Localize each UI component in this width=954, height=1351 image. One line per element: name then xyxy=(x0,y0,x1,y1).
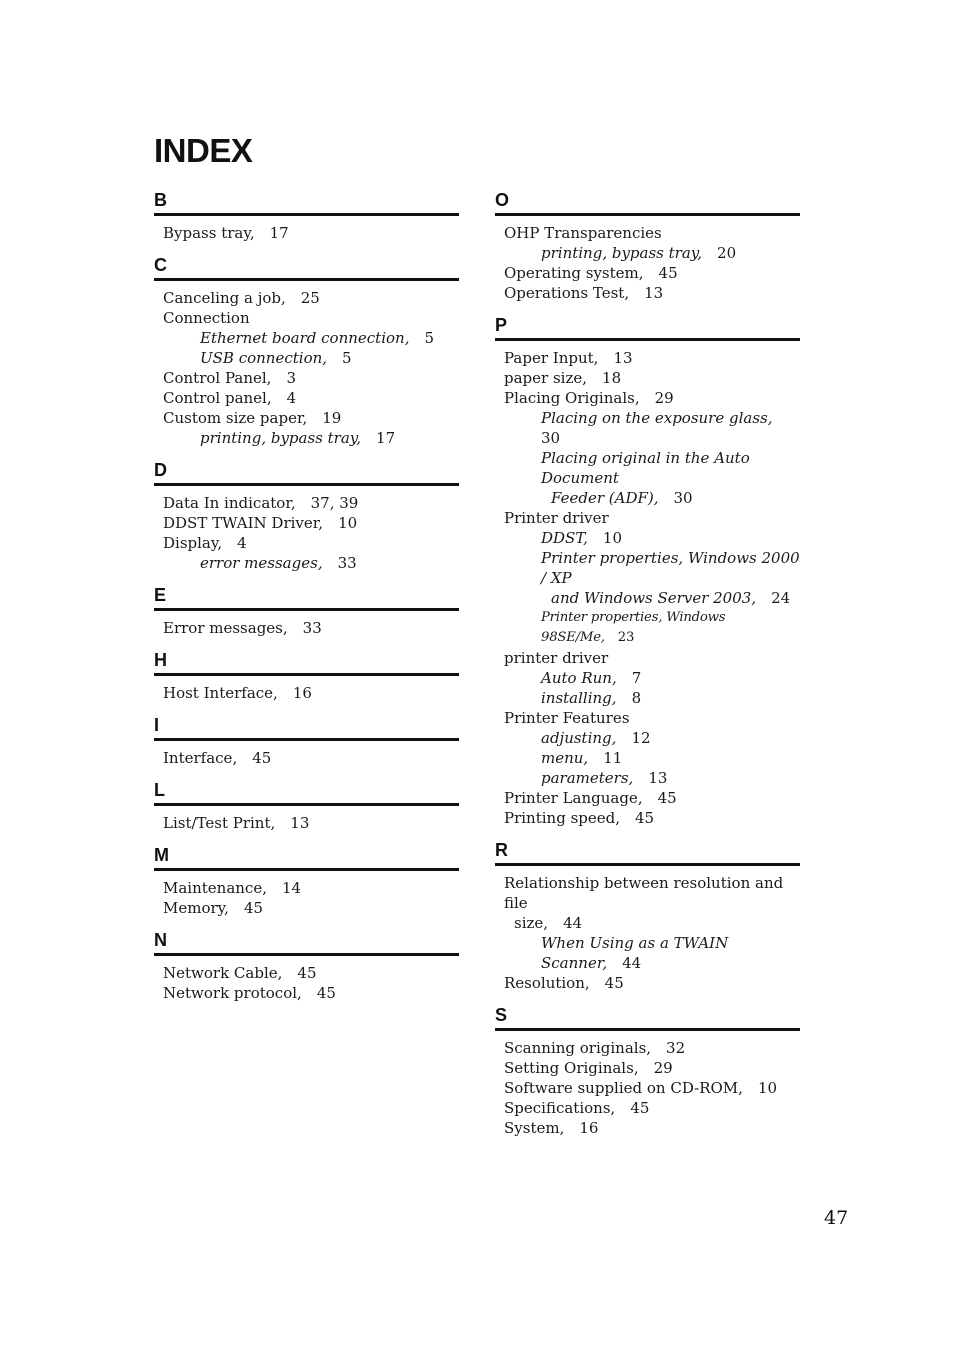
index-section-d xyxy=(154,460,459,573)
index-entry: Error messages, 33 xyxy=(163,619,322,637)
entry-page-ref: 18 xyxy=(602,369,622,387)
page-number: 47 xyxy=(824,1207,849,1229)
section-letter: L xyxy=(154,780,459,806)
entry-page-ref: 10 xyxy=(338,514,358,532)
index-section-o xyxy=(495,190,800,303)
entry-term: Operations Test xyxy=(504,284,625,302)
index-entry xyxy=(504,708,800,728)
entry-term: and Windows Server 2003 xyxy=(551,589,752,607)
index-entry: paper size, 18 xyxy=(504,369,622,387)
entry-term: Host Interface xyxy=(163,684,274,702)
entry-term: printing, bypass tray xyxy=(200,429,357,447)
section-letter: R xyxy=(495,840,800,866)
index-subentry: Feeder (ADF), 30 xyxy=(551,489,693,507)
index-entry-list xyxy=(495,1031,800,1138)
entry-page-ref: 44 xyxy=(563,914,583,932)
entry-term: paper size xyxy=(504,369,583,387)
entry-term: Control panel xyxy=(163,389,267,407)
index-entry-list xyxy=(154,216,459,243)
entry-term: Printing speed xyxy=(504,809,616,827)
index-entry: Printing speed, 45 xyxy=(504,809,655,827)
entry-term: Printer properties, Windows 98SE/Me xyxy=(541,610,726,645)
entry-term: Software supplied on CD-ROM xyxy=(504,1079,739,1097)
entry-term: DDST TWAIN Driver xyxy=(163,514,319,532)
index-subentry: and Windows Server 2003, 24 xyxy=(551,589,791,607)
index-subentry: installing, 8 xyxy=(541,689,642,707)
entry-term: printing, bypass tray xyxy=(541,244,698,262)
entry-term: Interface xyxy=(163,749,233,767)
index-entry: Placing Originals, 29 xyxy=(504,389,674,407)
entry-page-ref: 37, 39 xyxy=(310,494,359,512)
entry-term: Auto Run xyxy=(541,669,612,687)
index-subentry: printing, bypass tray, 20 xyxy=(541,244,737,262)
entry-page-ref: 45 xyxy=(657,789,677,807)
entry-term: Display xyxy=(163,534,218,552)
entry-term: System xyxy=(504,1119,560,1137)
entry-term: List/Test Print xyxy=(163,814,271,832)
entry-page-ref: 33 xyxy=(302,619,322,637)
section-letter: P xyxy=(495,315,800,341)
section-letter: S xyxy=(495,1005,800,1031)
index-entry xyxy=(504,648,800,668)
entry-page-ref: 45 xyxy=(630,1099,650,1117)
section-letter: O xyxy=(495,190,800,216)
entry-page-ref: 16 xyxy=(579,1119,599,1137)
entry-page-ref: 45 xyxy=(243,899,264,917)
entry-term: Scanning originals xyxy=(504,1039,647,1057)
entry-term: Printer Language xyxy=(504,789,638,807)
entry-page-ref: 10 xyxy=(757,1079,778,1097)
entry-page-ref: 16 xyxy=(292,684,312,702)
entry-page-ref: 23 xyxy=(617,630,635,645)
entry-page-ref: 45 xyxy=(658,264,678,282)
section-letter: E xyxy=(154,585,459,611)
entry-term: Printer properties, Windows 2000 / XP xyxy=(541,549,800,587)
index-entry-list xyxy=(495,216,800,303)
entry-term: error messages xyxy=(200,554,318,572)
index-entry: Setting Originals, 29 xyxy=(504,1059,673,1077)
entry-term: Printer driver xyxy=(504,509,609,527)
entry-page-ref: 30 xyxy=(673,489,693,507)
index-entry: Network Cable, 45 xyxy=(163,964,317,982)
index-entry xyxy=(504,223,800,243)
entry-term: Setting Originals xyxy=(504,1059,634,1077)
index-entry-list xyxy=(154,486,459,573)
entry-page-ref: 13 xyxy=(613,349,633,367)
entry-page-ref: 29 xyxy=(653,1059,673,1077)
index-entry-list xyxy=(154,741,459,768)
entry-term: Maintenance xyxy=(163,879,263,897)
index-entry: Resolution, 45 xyxy=(504,974,624,992)
entry-term: Placing on the exposure glass xyxy=(541,409,768,427)
index-entry: System, 16 xyxy=(504,1119,599,1137)
entry-term: OHP Transparencies xyxy=(504,224,662,242)
entry-page-ref: 24 xyxy=(771,589,791,607)
entry-term: Ethernet board connection xyxy=(200,329,405,347)
entry-term: Data In indicator xyxy=(163,494,291,512)
index-subentry xyxy=(504,448,800,488)
index-entry: Control Panel, 3 xyxy=(163,369,296,387)
entry-term: Connection xyxy=(163,309,250,327)
index-subentry: menu, 11 xyxy=(541,749,623,767)
index-subentry: Ethernet board connection, 5 xyxy=(200,329,435,347)
entry-term: Error messages xyxy=(163,619,283,637)
index-section-n xyxy=(154,930,459,1003)
index-entry-list xyxy=(495,341,800,828)
entry-page-ref: 5 xyxy=(424,329,435,347)
index-subentry: USB connection, 5 xyxy=(200,349,352,367)
index-entry-list xyxy=(154,611,459,638)
index-entry: Scanning originals, 32 xyxy=(504,1039,686,1057)
entry-page-ref: 19 xyxy=(322,409,342,427)
index-subentry: DDST, 10 xyxy=(541,529,623,547)
index-entry: size, 44 xyxy=(514,914,583,932)
entry-term: parameters xyxy=(541,769,629,787)
entry-page-ref: 25 xyxy=(300,289,320,307)
entry-term: Paper Input xyxy=(504,349,594,367)
index-entry: Host Interface, 16 xyxy=(163,684,312,702)
index-entry: Maintenance, 14 xyxy=(163,879,302,897)
index-entry: Canceling a job, 25 xyxy=(163,289,320,307)
index-entry: Custom size paper, 19 xyxy=(163,409,342,427)
entry-page-ref: 29 xyxy=(654,389,674,407)
entry-page-ref: 45 xyxy=(297,964,317,982)
index-entry: DDST TWAIN Driver, 10 xyxy=(163,514,358,532)
entry-term: When Using as a TWAIN Scanner xyxy=(541,934,729,972)
entry-term: Network Cable xyxy=(163,964,278,982)
index-section-e xyxy=(154,585,459,638)
index-section-p xyxy=(495,315,800,828)
entry-page-ref: 10 xyxy=(602,529,623,547)
entry-term: Memory xyxy=(163,899,225,917)
section-letter: H xyxy=(154,650,459,676)
index-entry: Network protocol, 45 xyxy=(163,984,336,1002)
index-subentry: When Using as a TWAIN Scanner, 44 xyxy=(541,934,729,972)
index-entry: Software supplied on CD-ROM, 10 xyxy=(504,1079,778,1097)
entry-term: menu xyxy=(541,749,584,767)
entry-page-ref: 17 xyxy=(269,224,289,242)
entry-page-ref: 4 xyxy=(237,534,247,552)
index-section-c xyxy=(154,255,459,448)
index-entry-list xyxy=(154,956,459,1003)
entry-term: printer driver xyxy=(504,649,609,667)
index-section-h xyxy=(154,650,459,703)
entry-term: Network protocol xyxy=(163,984,298,1002)
index-column-right xyxy=(495,190,800,1150)
index-subentry: adjusting, 12 xyxy=(541,729,651,747)
section-letter: C xyxy=(154,255,459,281)
index-section-r xyxy=(495,840,800,993)
index-subentry: error messages, 33 xyxy=(200,554,357,572)
index-section-m xyxy=(154,845,459,918)
index-entry-list xyxy=(154,281,459,448)
index-column-left xyxy=(154,190,459,1015)
index-entry xyxy=(504,873,800,913)
section-letter: B xyxy=(154,190,459,216)
entry-page-ref: 45 xyxy=(252,749,272,767)
entry-page-ref: 20 xyxy=(717,244,737,262)
index-title: INDEX xyxy=(154,132,253,169)
index-entry: List/Test Print, 13 xyxy=(163,814,310,832)
index-entry: Display, 4 xyxy=(163,534,247,552)
entry-page-ref: 13 xyxy=(644,284,664,302)
index-subentry: Printer properties, Windows 98SE/Me, 23 xyxy=(541,610,726,645)
entry-term: Bypass tray xyxy=(163,224,250,242)
entry-page-ref: 44 xyxy=(622,954,642,972)
entry-page-ref: 45 xyxy=(604,974,624,992)
entry-page-ref: 30 xyxy=(541,429,561,447)
entry-page-ref: 12 xyxy=(631,729,651,747)
index-entry: Operating system, 45 xyxy=(504,264,678,282)
index-section-l xyxy=(154,780,459,833)
index-subentry: printing, bypass tray, 17 xyxy=(200,429,396,447)
entry-page-ref: 13 xyxy=(648,769,668,787)
section-letter: M xyxy=(154,845,459,871)
entry-term: Specifications xyxy=(504,1099,611,1117)
entry-term: Operating system xyxy=(504,264,639,282)
entry-term: Relationship between resolution and file xyxy=(504,874,784,912)
index-entry: Specifications, 45 xyxy=(504,1099,650,1117)
entry-term: Feeder (ADF) xyxy=(551,489,654,507)
entry-term: DDST xyxy=(541,529,584,547)
entry-page-ref: 14 xyxy=(282,879,302,897)
entry-term: adjusting xyxy=(541,729,612,747)
index-entry xyxy=(163,308,459,328)
entry-page-ref: 3 xyxy=(286,369,296,387)
index-entry: Control panel, 4 xyxy=(163,389,297,407)
index-entry xyxy=(504,508,800,528)
entry-term: Resolution xyxy=(504,974,585,992)
entry-page-ref: 17 xyxy=(376,429,396,447)
entry-page-ref: 45 xyxy=(635,809,655,827)
index-subentry xyxy=(504,548,800,588)
index-entry-list xyxy=(495,866,800,993)
entry-term: Control Panel xyxy=(163,369,267,387)
index-entry-list xyxy=(154,871,459,918)
index-entry: Printer Language, 45 xyxy=(504,789,677,807)
entry-term: Custom size paper xyxy=(163,409,303,427)
index-entry: Operations Test, 13 xyxy=(504,284,664,302)
entry-page-ref: 13 xyxy=(290,814,310,832)
index-entry-list xyxy=(154,806,459,833)
entry-term: Printer Features xyxy=(504,709,630,727)
entry-term: USB connection xyxy=(200,349,323,367)
entry-term: Canceling a job xyxy=(163,289,281,307)
entry-page-ref: 7 xyxy=(631,669,642,687)
index-section-b xyxy=(154,190,459,243)
section-letter: I xyxy=(154,715,459,741)
index-section-i xyxy=(154,715,459,768)
entry-page-ref: 33 xyxy=(337,554,357,572)
entry-page-ref: 45 xyxy=(316,984,336,1002)
index-subentry: parameters, 13 xyxy=(541,769,668,787)
section-letter: N xyxy=(154,930,459,956)
entry-term: size xyxy=(514,914,544,932)
index-entry: Paper Input, 13 xyxy=(504,349,633,367)
index-entry: Bypass tray, 17 xyxy=(163,224,289,242)
index-entry: Data In indicator, 37, 39 xyxy=(163,494,359,512)
entry-page-ref: 5 xyxy=(342,349,352,367)
entry-page-ref: 4 xyxy=(286,389,297,407)
entry-term: Placing Originals xyxy=(504,389,635,407)
section-letter: D xyxy=(154,460,459,486)
index-entry-list xyxy=(154,676,459,703)
entry-page-ref: 11 xyxy=(603,749,623,767)
entry-page-ref: 8 xyxy=(631,689,642,707)
index-entry: Memory, 45 xyxy=(163,899,264,917)
index-entry: Interface, 45 xyxy=(163,749,272,767)
entry-page-ref: 32 xyxy=(666,1039,686,1057)
index-subentry: Placing on the exposure glass, 30 xyxy=(541,409,788,447)
index-section-s xyxy=(495,1005,800,1138)
index-subentry: Auto Run, 7 xyxy=(541,669,642,687)
entry-term: Placing original in the Auto Document xyxy=(541,449,750,487)
entry-term: installing xyxy=(541,689,612,707)
